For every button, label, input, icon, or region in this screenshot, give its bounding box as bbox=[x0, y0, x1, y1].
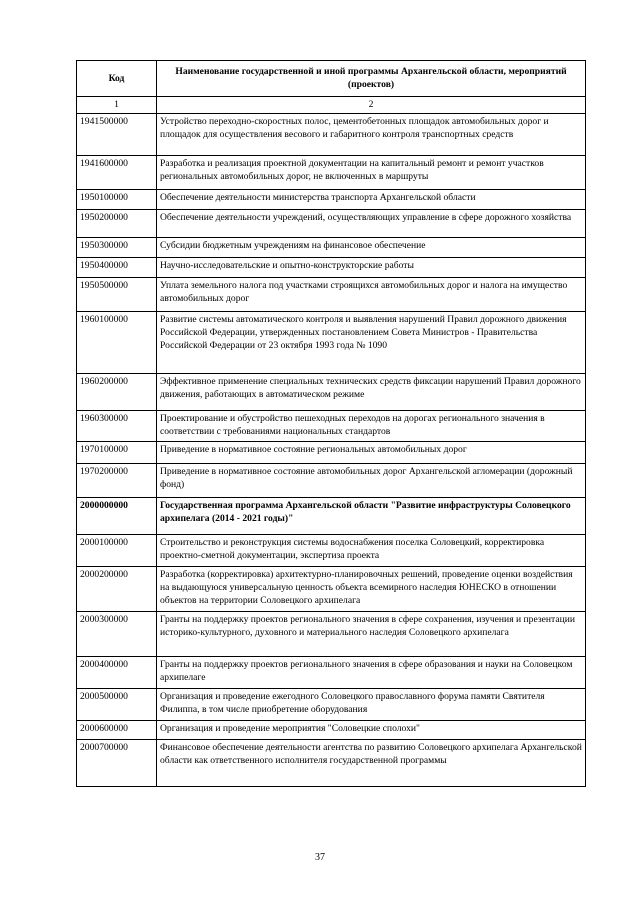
row-code: 1950400000 bbox=[77, 258, 157, 278]
row-name: Организация и проведение мероприятия "Соловецкие сполохи" bbox=[157, 721, 586, 740]
table-header-row bbox=[77, 61, 586, 97]
table-row bbox=[77, 498, 586, 535]
table-row bbox=[77, 740, 586, 787]
page-number: 37 bbox=[315, 852, 325, 863]
row-name: Обеспечение деятельности министерства транспорта Архангельской области bbox=[157, 190, 586, 210]
table-row bbox=[77, 567, 586, 612]
table-row bbox=[77, 238, 586, 258]
table-row bbox=[77, 689, 586, 721]
header-code: Код bbox=[77, 61, 157, 97]
row-name: Приведение в нормативное состояние региональных автомобильных дорог bbox=[157, 442, 586, 464]
row-code: 1941500000 bbox=[77, 114, 157, 156]
row-code: 1950500000 bbox=[77, 278, 157, 312]
table-row bbox=[77, 114, 586, 156]
row-code: 2000700000 bbox=[77, 740, 157, 787]
row-name: Организация и проведение ежегодного Соловецкого православного форума памяти Святителя Филиппа, в том числе приобретение оборудования bbox=[157, 689, 586, 721]
budget-classification-table bbox=[76, 60, 586, 787]
row-code: 1960100000 bbox=[77, 312, 157, 374]
row-code: 2000100000 bbox=[77, 535, 157, 567]
row-code: 1950300000 bbox=[77, 238, 157, 258]
row-name: Уплата земельного налога под участками строящихся автомобильных дорог и налога на имущество автомобильных дорог bbox=[157, 278, 586, 312]
row-code: 1950100000 bbox=[77, 190, 157, 210]
row-name: Эффективное применение специальных технических средств фиксации нарушений Правил дорожного движения, работающих в автоматическом режиме bbox=[157, 374, 586, 411]
row-name: Проектирование и обустройство пешеходных переходов на дорогах регионального значения в соответствии с требованиями национальных стандартов bbox=[157, 411, 586, 442]
row-code: 2000600000 bbox=[77, 721, 157, 740]
header-name: Наименование государственной и иной программы Архангельской области, мероприятий (проектов) bbox=[157, 61, 586, 97]
table-row bbox=[77, 312, 586, 374]
row-name: Развитие системы автоматического контроля и выявления нарушений Правил дорожного движения Российской Федерации, утвержденных постановлением Совета Министров - Правительства Российской Федерации от 23 октября 1993 года № 1090 bbox=[157, 312, 586, 374]
row-name: Разработка и реализация проектной документации на капитальный ремонт и ремонт участков региональных автомобильных дорог, не включенных в маршруты bbox=[157, 156, 586, 190]
column-number-2: 2 bbox=[157, 97, 586, 114]
table-row bbox=[77, 657, 586, 689]
row-name: Гранты на поддержку проектов регионального значения в сфере сохранения, изучения и презентации историко-культурного, духовного и материального наследия Соловецкого архипелага bbox=[157, 612, 586, 657]
row-name: Государственная программа Архангельской области "Развитие инфраструктуры Соловецкого архипелага (2014 - 2021 годы)" bbox=[157, 498, 586, 535]
row-code: 1941600000 bbox=[77, 156, 157, 190]
row-code: 1960200000 bbox=[77, 374, 157, 411]
row-code: 1970100000 bbox=[77, 442, 157, 464]
table-row bbox=[77, 278, 586, 312]
row-code: 1960300000 bbox=[77, 411, 157, 442]
row-code: 2000300000 bbox=[77, 612, 157, 657]
table-body bbox=[77, 114, 586, 787]
row-code: 2000500000 bbox=[77, 689, 157, 721]
table-row bbox=[77, 374, 586, 411]
row-name: Научно-исследовательские и опытно-конструкторские работы bbox=[157, 258, 586, 278]
column-number-row bbox=[77, 97, 586, 114]
table-row bbox=[77, 535, 586, 567]
row-name: Гранты на поддержку проектов регионального значения в сфере образования и науки на Соловецком архипелаге bbox=[157, 657, 586, 689]
row-code: 1950200000 bbox=[77, 210, 157, 238]
table-row bbox=[77, 464, 586, 498]
row-name: Устройство переходно-скоростных полос, цементобетонных площадок автомобильных дорог и площадок для осуществления весового и габаритного контроля транспортных средств bbox=[157, 114, 586, 156]
column-number-1: 1 bbox=[77, 97, 157, 114]
table-row bbox=[77, 411, 586, 442]
row-name: Обеспечение деятельности учреждений, осуществляющих управление в сфере дорожного хозяйства bbox=[157, 210, 586, 238]
table-row bbox=[77, 210, 586, 238]
row-name: Финансовое обеспечение деятельности агентства по развитию Соловецкого архипелага Архангельской области как ответственного исполнителя государственной программы bbox=[157, 740, 586, 787]
table-row bbox=[77, 258, 586, 278]
row-name: Приведение в нормативное состояние автомобильных дорог Архангельской агломерации (дорожный фонд) bbox=[157, 464, 586, 498]
table-row bbox=[77, 442, 586, 464]
row-code: 2000200000 bbox=[77, 567, 157, 612]
row-code: 2000400000 bbox=[77, 657, 157, 689]
table-row bbox=[77, 612, 586, 657]
table-row bbox=[77, 156, 586, 190]
row-name: Строительство и реконструкция системы водоснабжения поселка Соловецкий, корректировка проектно-сметной документации, экспертиза проекта bbox=[157, 535, 586, 567]
row-code: 2000000000 bbox=[77, 498, 157, 535]
row-name: Разработка (корректировка) архитектурно-планировочных решений, проведение оценки воздействия на выдающуюся универсальную ценность объекта всемирного наследия ЮНЕСКО в отношении объектов на территории Соловецкого архипелага bbox=[157, 567, 586, 612]
row-code: 1970200000 bbox=[77, 464, 157, 498]
table-row bbox=[77, 190, 586, 210]
row-name: Субсидии бюджетным учреждениям на финансовое обеспечение bbox=[157, 238, 586, 258]
table-row bbox=[77, 721, 586, 740]
